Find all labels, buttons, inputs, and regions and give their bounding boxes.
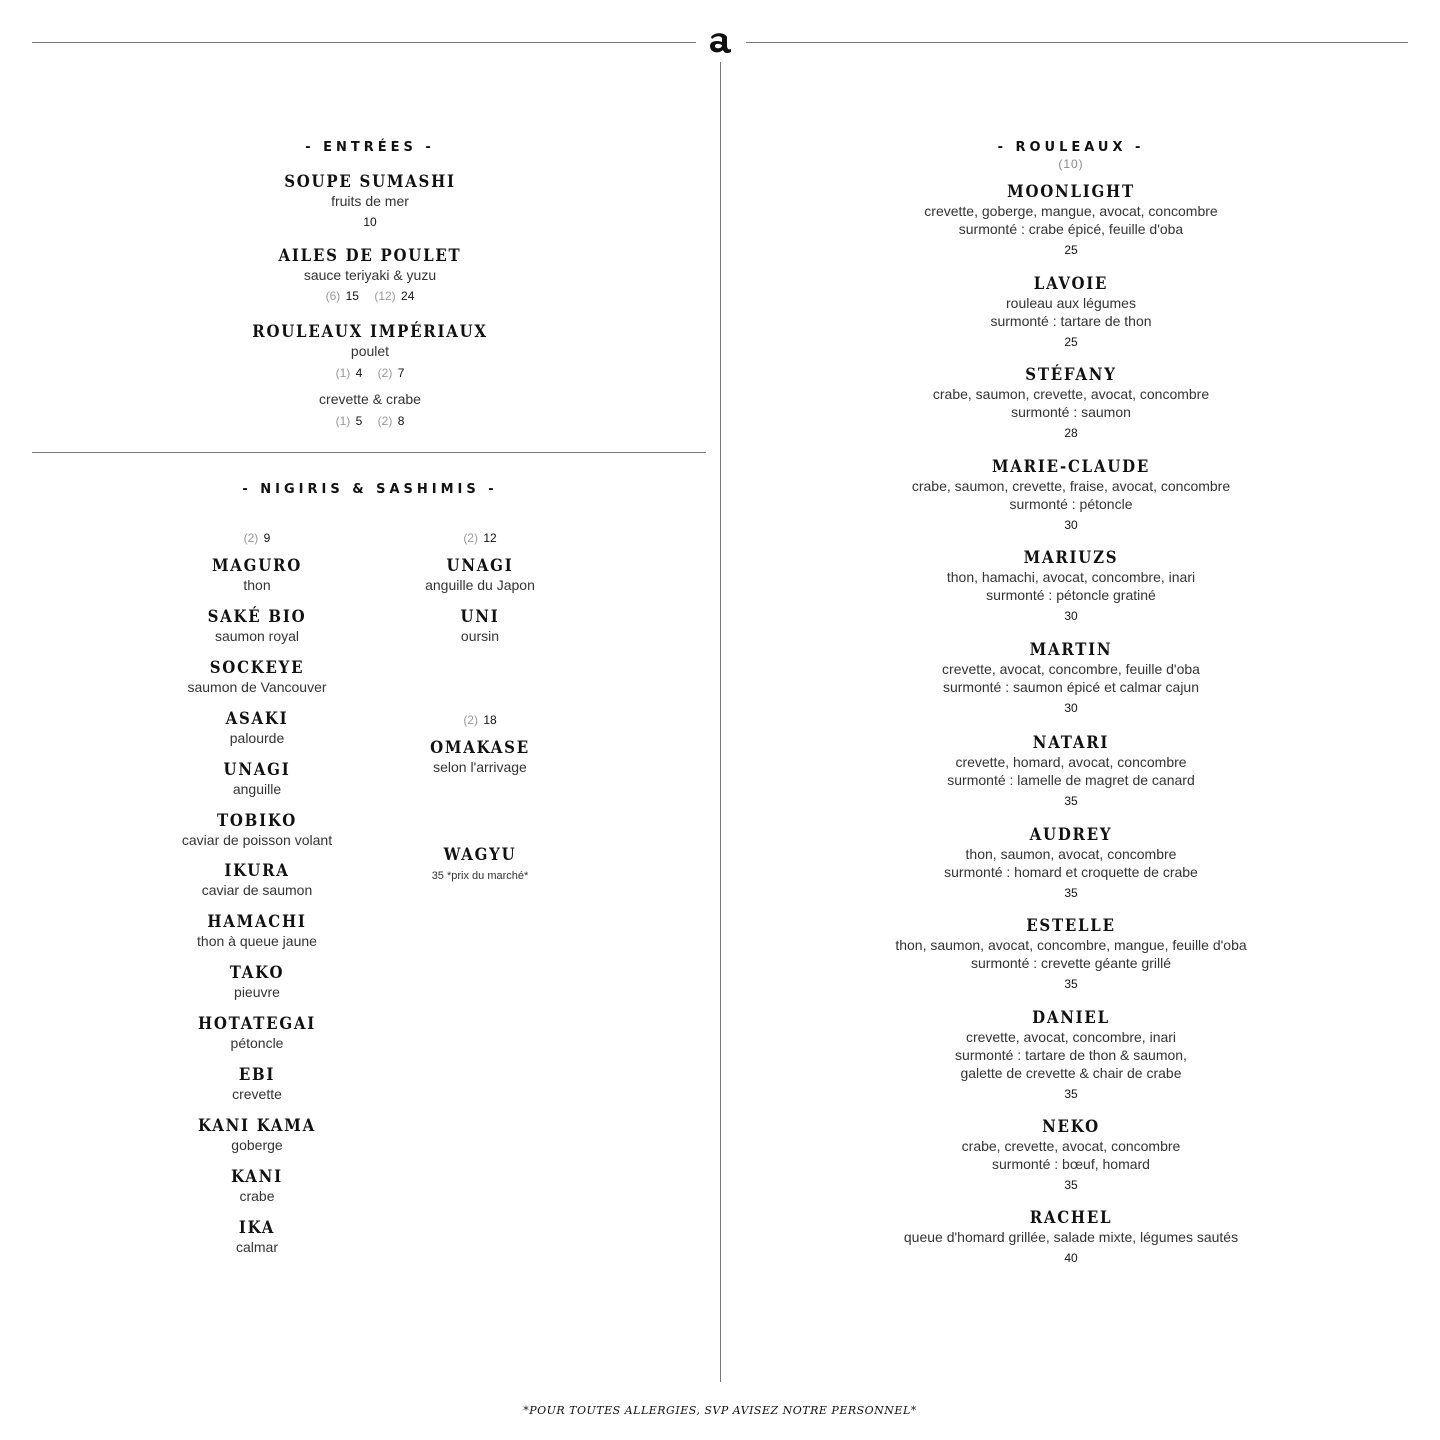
item-desc-line: crevette, goberge, mangue, avocat, concombre — [924, 203, 1218, 219]
item-desc-line: thon, saumon, avocat, concombre — [965, 846, 1177, 862]
item-qty: (12) — [374, 289, 396, 303]
item-name: SAKÉ BIO — [207, 606, 307, 627]
item-desc-line: rouleau aux légumes — [1006, 295, 1136, 311]
item-desc-alt: crevette & crabe — [319, 391, 421, 407]
item-price: 25 — [1064, 335, 1078, 349]
nigiri-item — [137, 709, 377, 747]
item-qty: (2) — [463, 531, 478, 545]
omakase-price — [380, 711, 580, 729]
item-name: WAGYU — [443, 845, 517, 865]
item-price-value: 5 — [355, 414, 363, 428]
item-name: KANI — [231, 1166, 283, 1187]
item-name: AILES DE POULET — [278, 246, 462, 266]
item-name: EBI — [238, 1065, 276, 1085]
item-desc-line: surmonté : pétoncle — [1009, 496, 1133, 512]
entrees-title: - ENTRÉES - — [305, 140, 435, 155]
entree-ailes-de-poulet — [220, 246, 520, 305]
nigiri-item — [137, 1218, 377, 1256]
logo-icon — [705, 30, 735, 56]
item-name: SOCKEYE — [209, 657, 305, 678]
rouleau-item — [851, 365, 1291, 442]
item-desc-line: crabe, saumon, crevette, avocat, concombre — [932, 386, 1210, 402]
item-price-value: 18 — [483, 713, 497, 727]
item-desc-line: surmonté : homard et croquette de crabe — [944, 864, 1198, 880]
item-desc: crevette — [232, 1086, 282, 1102]
item-desc: 35 *prix du marché* — [431, 870, 529, 882]
item-price — [220, 287, 520, 305]
nigiri-item — [137, 963, 377, 1001]
item-name: IKA — [238, 1217, 276, 1238]
nigiri-item — [137, 861, 377, 899]
nigiri-item — [360, 556, 600, 594]
item-name: RACHEL — [1029, 1208, 1113, 1228]
rouleau-item — [851, 274, 1291, 351]
nigiri-item — [137, 1065, 377, 1103]
item-name: MARIE-CLAUDE — [991, 457, 1151, 477]
item-price-value: 9 — [263, 531, 271, 545]
item-qty: (1) — [335, 366, 351, 380]
item-desc: goberge — [231, 1136, 283, 1153]
item-name: ASAKI — [225, 708, 289, 729]
item-price: 30 — [1064, 609, 1078, 623]
center-divider — [720, 62, 721, 1382]
rouleau-item — [851, 1208, 1291, 1267]
rouleaux-title: - ROULEAUX - — [997, 140, 1145, 155]
item-desc-line: queue d'homard grillée, salade mixte, légumes sautés — [903, 1229, 1239, 1245]
entree-soupe-sumashi — [220, 172, 520, 231]
item-price: 40 — [1064, 1251, 1078, 1265]
nigiri-item — [137, 556, 377, 594]
item-desc-line: crevette, homard, avocat, concombre — [955, 754, 1187, 770]
item-desc: caviar de poisson volant — [181, 831, 333, 848]
item-desc-line: surmonté : tartare de thon & saumon, — [955, 1047, 1187, 1063]
item-desc-line: thon, saumon, avocat, concombre, mangue, feuille d'oba — [895, 937, 1247, 953]
item-desc: saumon de Vancouver — [187, 678, 327, 695]
item-name: MOONLIGHT — [1007, 182, 1135, 202]
nigiri-item — [360, 607, 600, 645]
item-name: SOUPE SUMASHI — [284, 172, 456, 192]
item-name: HOTATEGAI — [197, 1014, 317, 1035]
nigiri-item — [137, 912, 377, 950]
item-price-value: 12 — [483, 531, 497, 545]
item-qty: (2) — [463, 713, 478, 727]
item-desc: selon l'arrivage — [433, 759, 527, 775]
item-desc-line: crevette, avocat, concombre, inari — [965, 1029, 1177, 1045]
item-name: OMAKASE — [430, 738, 530, 758]
item-price: 35 — [1064, 886, 1078, 900]
rouleau-item — [851, 640, 1291, 717]
top-rule-right — [746, 42, 1408, 43]
item-desc-line: surmonté : bœuf, homard — [992, 1156, 1150, 1172]
item-price-value: 4 — [355, 366, 363, 380]
item-price: 35 — [1064, 1178, 1078, 1192]
item-qty: (1) — [335, 414, 351, 428]
nigiri-item — [137, 607, 377, 645]
item-name: MAGURO — [211, 556, 303, 576]
rouleau-item — [851, 825, 1291, 902]
item-name: LAVOIE — [1033, 274, 1109, 294]
nigiri-omakase — [360, 738, 600, 776]
item-name: NEKO — [1042, 1117, 1100, 1137]
item-name: MARIUZS — [1023, 548, 1119, 568]
item-desc: poulet — [350, 343, 390, 359]
nigiris-title: - NIGIRIS & SASHIMIS - — [242, 482, 498, 497]
item-name: UNAGI — [223, 759, 291, 780]
item-desc: anguille — [232, 780, 282, 797]
item-name: AUDREY — [1029, 825, 1113, 845]
item-name: NATARI — [1032, 733, 1110, 753]
item-name: UNAGI — [446, 556, 514, 576]
item-price-value: 8 — [397, 414, 405, 428]
top-rule-left — [32, 42, 696, 43]
item-desc-line: crevette, avocat, concombre, feuille d'oba — [942, 661, 1200, 677]
entree-rouleaux-imperiaux — [220, 322, 520, 430]
item-desc-line: surmonté : crevette géante grillé — [971, 955, 1171, 971]
item-desc: anguille du Japon — [425, 577, 535, 593]
item-name: TAKO — [229, 963, 285, 984]
allergy-note: *POUR TOUTES ALLERGIES, SVP AVISEZ NOTRE PERSONNEL* — [523, 1404, 917, 1417]
item-desc-line: crabe, saumon, crevette, fraise, avocat, concombre — [911, 478, 1231, 494]
item-price: 28 — [1064, 426, 1078, 440]
item-desc-line: surmonté : saumon — [1011, 404, 1131, 420]
item-desc-line: surmonté : saumon épicé et calmar cajun — [942, 679, 1199, 695]
item-name: ROULEAUX IMPÉRIAUX — [252, 322, 488, 342]
item-name: TOBIKO — [216, 810, 297, 831]
nigiri-wagyu — [360, 845, 600, 885]
item-price: 35 — [1064, 977, 1078, 991]
item-price-value: 24 — [401, 289, 415, 303]
item-price: 10 — [363, 215, 377, 229]
item-price — [220, 412, 520, 430]
item-desc: thon à queue jaune — [197, 933, 317, 950]
item-name: MARTIN — [1029, 640, 1113, 660]
nigiri-item — [137, 1167, 377, 1205]
nigiri-item — [137, 1116, 377, 1154]
item-desc: oursin — [460, 627, 500, 644]
item-desc-line: surmonté : crabe épicé, feuille d'oba — [958, 221, 1184, 237]
item-desc: saumon royal — [214, 627, 300, 644]
item-price: 25 — [1064, 243, 1078, 257]
rouleau-item — [851, 548, 1291, 625]
item-qty: (2) — [377, 414, 393, 428]
nigiris-right-price — [380, 529, 580, 547]
item-desc: palourde — [229, 729, 285, 746]
item-desc-line: surmonté : pétoncle gratiné — [986, 587, 1156, 603]
item-desc: fruits de mer — [331, 193, 409, 209]
item-name: UNI — [460, 606, 500, 627]
nigiri-item — [137, 1014, 377, 1052]
nigiris-left-price — [157, 529, 357, 547]
nigiri-item — [137, 760, 377, 798]
item-price: 35 — [1064, 1087, 1078, 1101]
item-desc: pieuvre — [234, 984, 280, 1001]
item-qty: (2) — [377, 366, 393, 380]
item-desc-line: surmonté : tartare de thon — [990, 313, 1152, 329]
item-name: DANIEL — [1032, 1008, 1110, 1028]
item-desc: caviar de saumon — [201, 882, 313, 899]
rouleau-item — [851, 916, 1291, 993]
item-price-value: 15 — [345, 289, 359, 303]
item-price: 30 — [1064, 518, 1078, 532]
item-name: ESTELLE — [1026, 916, 1116, 936]
item-desc: pétoncle — [230, 1035, 284, 1052]
rouleaux-count: (10) — [1058, 157, 1084, 171]
item-desc-line: crabe, crevette, avocat, concombre — [961, 1138, 1181, 1154]
item-name: KANI KAMA — [198, 1115, 316, 1136]
item-desc: crabe — [239, 1187, 275, 1204]
item-price: 35 — [1064, 794, 1078, 808]
item-desc: calmar — [235, 1238, 278, 1255]
item-desc-line: thon, hamachi, avocat, concombre, inari — [946, 569, 1196, 585]
item-desc-line: surmonté : lamelle de magret de canard — [947, 772, 1195, 788]
item-name: IKURA — [224, 861, 290, 882]
item-desc: sauce teriyaki & yuzu — [303, 267, 437, 283]
item-price — [220, 364, 520, 382]
rouleau-item — [851, 1008, 1291, 1103]
item-qty: (2) — [243, 531, 259, 545]
item-name: STÉFANY — [1025, 365, 1117, 385]
nigiri-item — [137, 811, 377, 849]
item-desc-line: galette de crevette & chair de crabe — [960, 1065, 1182, 1081]
item-price-value: 7 — [397, 366, 405, 380]
item-name: HAMACHI — [207, 912, 307, 933]
item-price: 30 — [1064, 701, 1078, 715]
rouleau-item — [851, 733, 1291, 810]
item-qty: (6) — [325, 289, 341, 303]
entrees-divider — [32, 452, 706, 453]
rouleau-item — [851, 457, 1291, 534]
item-desc: thon — [243, 577, 271, 593]
rouleau-item — [851, 1117, 1291, 1194]
nigiri-item — [137, 658, 377, 696]
rouleau-item — [851, 182, 1291, 259]
